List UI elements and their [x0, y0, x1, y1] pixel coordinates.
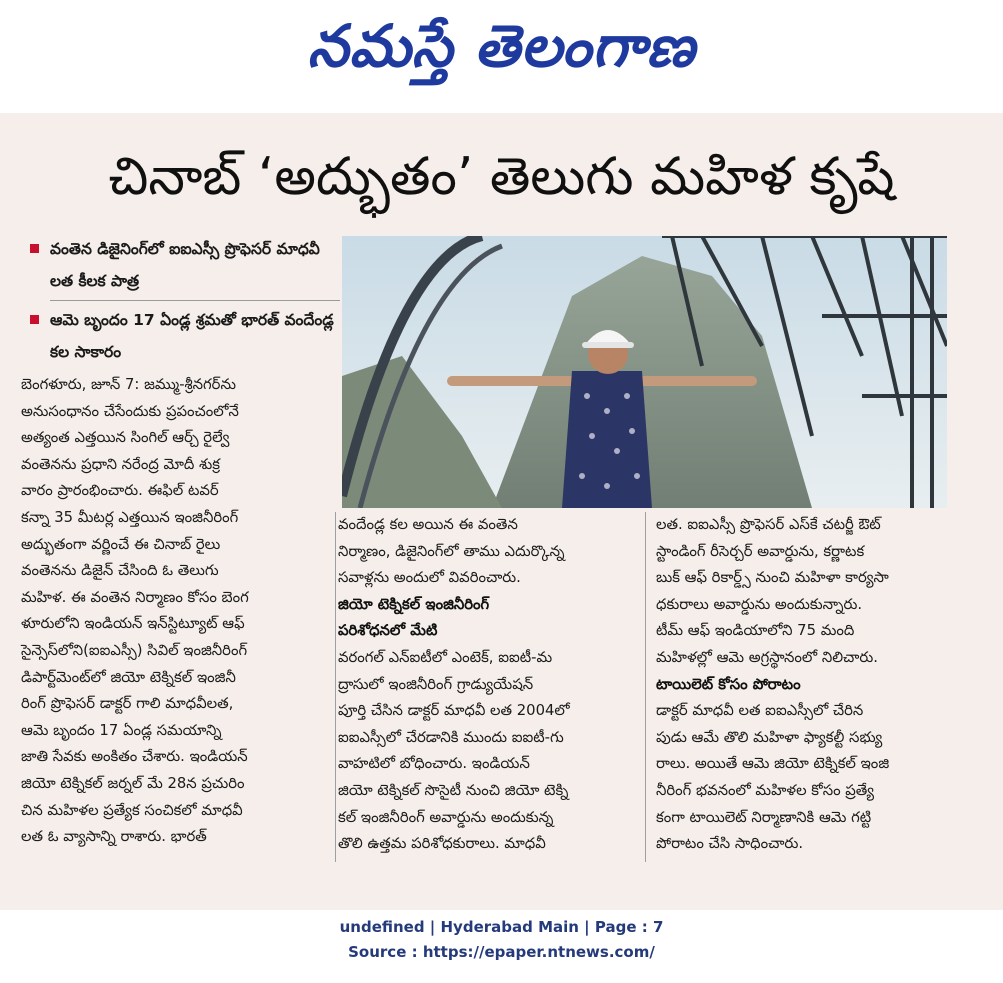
body-line: రాలు. అయితే ఆమె జియో టెక్నికల్ ఇంజి [656, 755, 890, 773]
body-line: రింగ్ ప్రొఫెసర్ డాక్టర్ గాలి మాధవీలత, [21, 695, 234, 713]
body-line: కన్నా 35 మీటర్ల ఎత్తయిన ఇంజినీరింగ్ [21, 508, 239, 526]
body-line: అత్యంత ఎత్తయిన సింగిల్ ఆర్చ్ రైల్వే [21, 429, 230, 447]
bullet-text: వంతెన డిజైనింగ్‌లో ఐఐఎస్సీ ప్రొఫెసర్ మాధవీ లత కీలక పాత్ర [50, 240, 320, 290]
body-line: కల్ ఇంజినీరింగ్ అవార్డును అందుకున్న [338, 808, 554, 826]
body-line: అద్భుతంగా వర్ణించే ఈ చినాబ్ రైలు [21, 535, 221, 553]
newspaper-logo: నమస్తే తెలంగాణ [307, 12, 696, 80]
body-line: మహిళల్లో ఆమె అగ్రస్థానంలో నిలిచారు. [656, 648, 878, 666]
column-divider [645, 512, 646, 862]
body-line: పూర్తి చేసిన డాక్టర్ మాధవీ లత 2004లో [338, 702, 570, 720]
body-line: వాహటిలో బోధించారు. ఇండియన్ [338, 755, 530, 773]
bullet-item [20, 233, 340, 297]
body-line: పుడు ఆమే తొలి మహిళా ఫ్యాకల్టీ సభ్యు [656, 728, 883, 746]
body-line: ఐఐఎస్సీలో చేరడానికి ముందు ఐఐటీ-గు [338, 728, 564, 746]
body-line: మహిళ. ఈ వంతెన నిర్మాణం కోసం బెంగ [21, 588, 249, 606]
section-subhead: జియో టెక్నికల్ ఇంజినీరింగ్ [338, 595, 490, 613]
article-column-2 [338, 512, 638, 858]
body-line: జియో టెక్నికల్ సొసైటీ నుంచి జియో టెక్ని [338, 781, 569, 799]
body-line: జియో టెక్నికల్ జర్నల్ మే 28న ప్రచురిం [21, 774, 245, 792]
red-square-bullet-icon [30, 244, 39, 253]
body-line: ఆమె బృందం 17 ఏండ్ల సమయాన్ని [21, 721, 222, 739]
page-info: undefined | Hyderabad Main | Page : 7 [339, 918, 664, 936]
body-line: వందేండ్ల కల అయిన ఈ వంతెన [338, 516, 518, 533]
article-column-1 [21, 372, 331, 851]
bridge-photo-illustration [342, 236, 947, 508]
body-line: ద్రాసులో ఇంజినీరింగ్ గ్రాడ్యుయేషన్ [338, 675, 534, 693]
body-line: లత ఓ వ్యాసాన్ని రాశారు. భారత్ [21, 828, 207, 846]
body-line: అనుసంధానం చేసేందుకు ప్రపంచంలోనే [21, 402, 239, 420]
body-line: డిపార్ట్‌మెంట్‌లో జియో టెక్నికల్ ఇంజినీ [21, 668, 236, 686]
article-headline: చినాబ్ ‘అద్భుతం’ తెలుగు మహిళ కృషే [108, 147, 895, 207]
body-line: వంతెనను డిజైన్ చేసింది ఓ తెలుగు [21, 562, 219, 580]
body-line: స్టాండింగ్ రీసెర్చర్ అవార్డును, కర్ణాటక [656, 542, 865, 560]
body-line: నీరింగ్ భవనంలో మహిళల కోసం ప్రత్యే [656, 781, 875, 799]
section-subhead: పరిశోధనలో మేటి [338, 622, 438, 640]
body-line: సవాళ్లను అందులో వివరించారు. [338, 569, 521, 587]
body-line: బుక్ ఆఫ్ రికార్డ్స్ నుంచి మహిళా కార్యసా [656, 569, 889, 587]
body-line: తొలి ఉత్తమ పరిశోధకురాలు. మాధవీ [338, 835, 546, 853]
body-line: టీమ్ ఆఫ్ ఇండియాలోని 75 మంది [656, 622, 855, 640]
source-link[interactable]: Source : https://epaper.ntnews.com/ [348, 943, 655, 961]
body-line: నిర్మాణం, డిజైనింగ్‌లో తాము ఎదుర్కొన్న [338, 542, 565, 560]
bullet-text: ఆమె బృందం 17 ఏండ్ల శ్రమతో భారత్ వందేండ్ల కల సాకారం [50, 311, 334, 361]
body-line: జాతి సేవకు అంకితం చేశారు. ఇండియన్ [21, 748, 248, 766]
body-line: చిన మహిళల ప్రత్యేక సంచికలో మాధవీ [21, 801, 243, 819]
body-line: వరంగల్ ఎన్ఐటీలో ఎంటెక్, ఐఐటీ-మ [338, 648, 553, 666]
red-square-bullet-icon [30, 315, 39, 324]
bullet-item [20, 304, 340, 368]
body-line: డాక్టర్ మాధవీ లత ఐఐఎస్సీలో చేరిన [656, 702, 864, 720]
masthead [0, 0, 1003, 100]
body-line: ళూరులోని ఇండియన్ ఇన్‌స్టిట్యూట్ ఆఫ్ [21, 615, 245, 633]
body-line: లత. ఐఐఎస్సీ ప్రొఫెసర్ ఎస్‌కే చటర్జీ ఔట్ [656, 516, 881, 533]
article-column-3 [656, 512, 956, 858]
body-line: బెంగళూరు, జూన్ 7: జమ్ము-శ్రీనగర్‌ను [21, 376, 236, 393]
bullet-divider [50, 300, 340, 301]
body-line: కంగా టాయిలెట్ నిర్మాణానికి ఆమె గట్టి [656, 808, 872, 826]
body-line: వంతెనను ప్రధాని నరేంద్ర మోదీ శుక్ర [21, 455, 221, 473]
column-divider [335, 512, 336, 862]
highlight-bullets [20, 233, 340, 368]
body-line: వారం ప్రారంభించారు. ఈఫిల్ టవర్ [21, 482, 219, 500]
article-photo [342, 236, 947, 508]
section-subhead: టాయిలెట్ కోసం పోరాటం [656, 675, 801, 693]
body-line: పోరాటం చేసి సాధించారు. [656, 835, 804, 853]
body-line: సైన్సెస్‌లోని(ఐఐఎస్సీ) సివిల్ ఇంజినీరింగ్ [21, 641, 248, 659]
body-line: ధకురాలు అవార్డును అందుకున్నారు. [656, 595, 863, 613]
